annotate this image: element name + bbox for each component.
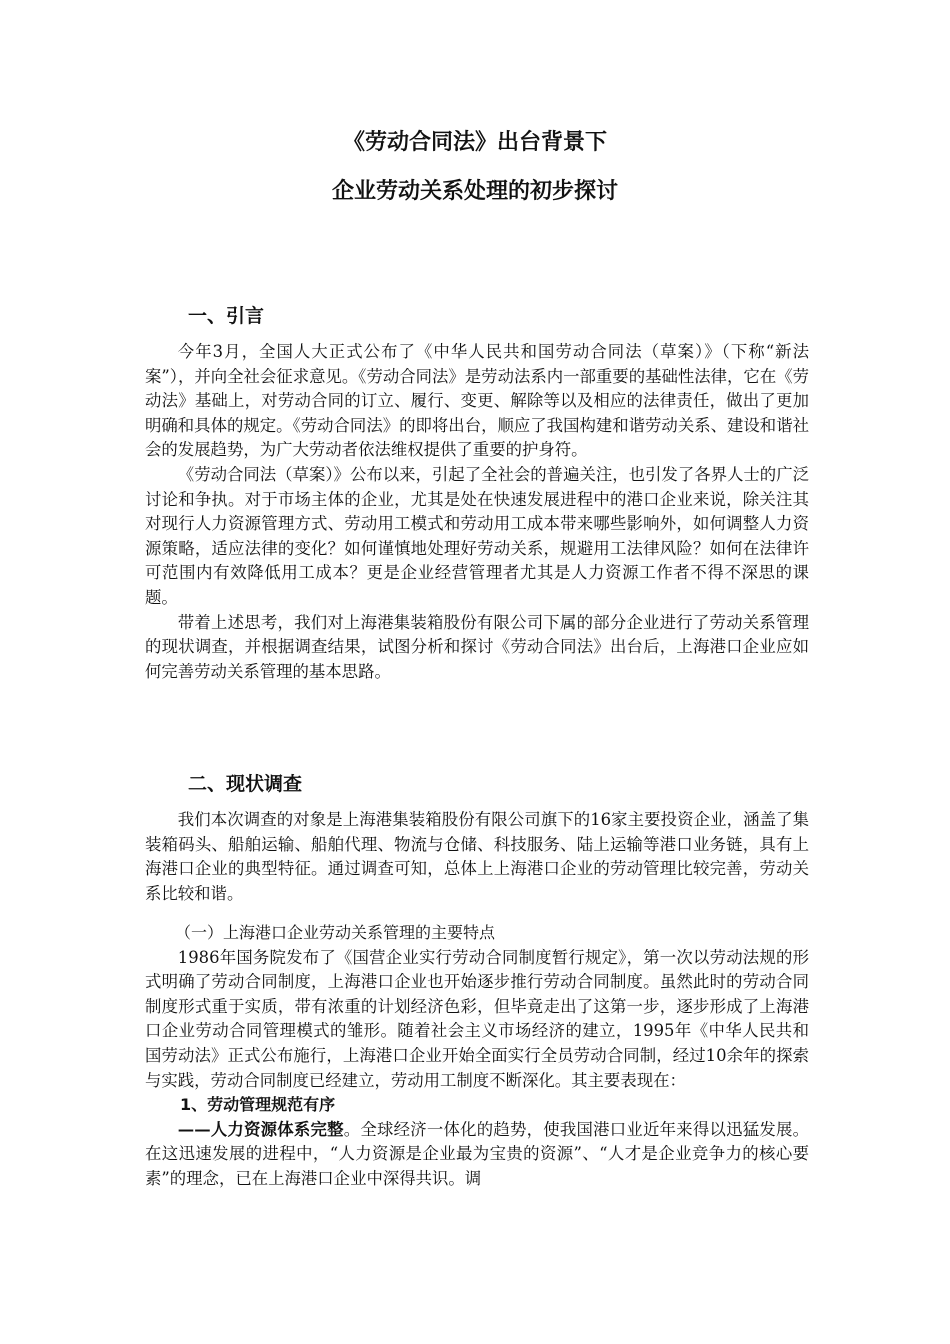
intro-paragraph-1: 今年3月，全国人大正式公布了《中华人民共和国劳动合同法（草案）》（下称“新法案”），并向全社会征求意见。《劳动合同法》是劳动法系内一部重要的基础性法律，它在《劳动法》基础上，对劳动合同的订立、履行、变更、解除等以及相应的法律责任，做出了更加明确和具体的规定。《劳动合同法》的即将出台，顺应了我国构建和谐劳动关系、建设和谐社会的发展趋势，为广大劳动者依法维权提供了重要的护身符。 — [145, 342, 809, 460]
section-heading-survey: 二、现状调查 — [188, 773, 303, 795]
features-paragraph: 1986年国务院发布了《国营企业实行劳动合同制度暂行规定》，第一次以劳动法规的形式明确了劳动合同制度，上海港口企业也开始逐步推行劳动合同制度。虽然此时的劳动合同制度形式重于实质，带有浓重的计划经济色彩，但毕竟走出了这第一步，逐步形成了上海港口企业劳动合同管理模式的雏形。随着社会主义市场经济的建立，1995年《中华人民共和国劳动法》正式公布施行，上海港口企业开始全面实行全员劳动合同制，经过10余年的探索与实践，劳动合同制度已经建立，劳动用工制度不断深化。其主要表现在： — [145, 947, 809, 1090]
section-heading-intro: 一、引言 — [188, 305, 265, 327]
survey-section-body — [145, 808, 809, 906]
subsection-features — [145, 921, 809, 1192]
survey-paragraph: 我们本次调查的对象是上海港集装箱股份有限公司旗下的16家主要投资企业，涵盖了集装箱码头、船舶运输、船舶代理、物流与仓储、科技服务、陆上运输等港口业务链，具有上海港口企业的典型特征。通过调查可知，总体上上海港口企业的劳动管理比较完善，劳动关系比较和谐。 — [145, 810, 809, 903]
point-paragraph-hr-system — [145, 1118, 809, 1192]
point-lead-hr-system: ——人力资源体系完整 — [177, 1119, 344, 1139]
subsection-heading-features: （一）上海港口企业劳动关系管理的主要特点 — [175, 923, 496, 942]
intro-paragraph-3: 带着上述思考，我们对上海港集装箱股份有限公司下属的部分企业进行了劳动关系管理的现状调查，并根据调查结果，试图分析和探讨《劳动合同法》出台后，上海港口企业应如何完善劳动关系管理的基本思路。 — [145, 612, 809, 681]
document-title-line2: 企业劳动关系处理的初步探讨 — [331, 179, 618, 204]
intro-section-body — [145, 340, 809, 684]
point-heading-labor-management: 1、劳动管理规范有序 — [180, 1095, 336, 1115]
document-title-line1: 《劳动合同法》出台背景下 — [342, 130, 607, 155]
intro-paragraph-2: 《劳动合同法（草案）》公布以来，引起了全社会的普遍关注，也引发了各界人士的广泛讨论和争执。对于市场主体的企业，尤其是处在快速发展进程中的港口企业来说，除关注其对现行人力资源管理方式、劳动用工模式和劳动用工成本带来哪些影响外，如何调整人力资源策略，适应法律的变化？如何谨慎地处理好劳动关系，规避用工法律风险？如何在法律许可范围内有效降低用工成本？更是企业经营管理者尤其是人力资源工作者不得不深思的课题。 — [145, 464, 809, 607]
point-text-hr-system: 。全球经济一体化的趋势，使我国港口业近年来得以迅猛发展。在这迅速发展的进程中，“人力资源是企业最为宝贵的资源”、“人才是企业竞争力的核心要素”的理念，已在上海港口企业中深得共识。调 — [145, 1119, 810, 1188]
